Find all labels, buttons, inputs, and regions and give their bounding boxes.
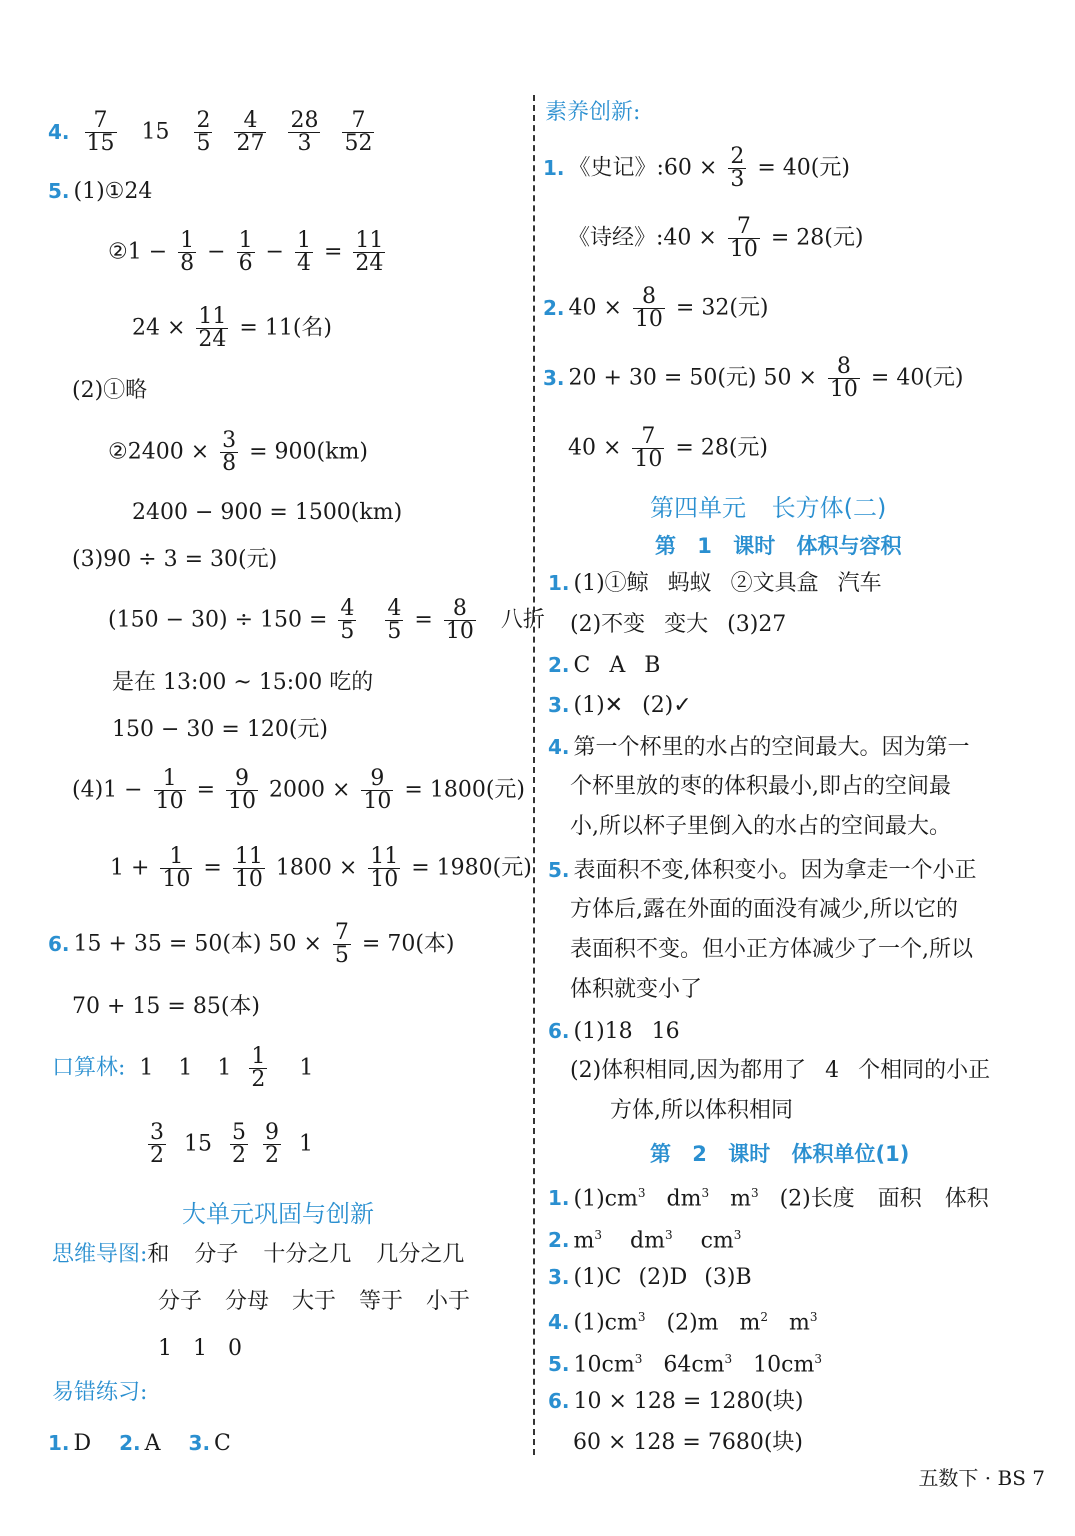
lesson1-line: 5. 表面积不变,体积变小。因为拿走一个小正 <box>548 858 977 883</box>
left-q5-p2b: ②2400 × $\frac{3}{8}$ = 900(km) <box>108 428 368 476</box>
right-s3b: 40 × $\frac{7}{10}$ = 28(元) <box>568 424 769 472</box>
l2-q3: 3. (1)C (2)D (3)B <box>548 1265 752 1290</box>
left-q5-p4b: 1 + $\frac{1}{10}$ = $\frac{11}{10}$ 1800 × $\frac{11}{10}$ = 1980(元) <box>110 844 532 892</box>
yicuo-answers: 1. D 2. A 3. C <box>48 1431 231 1456</box>
column-divider <box>533 95 535 1455</box>
right-s3a: 3. 20 + 30 = 50(元) 50 × $\frac{8}{10}$ = 40(元) <box>543 354 964 402</box>
left-q5-p1a: 5. (1)①24 <box>48 179 153 204</box>
lesson2-title: 第 2 课时 体积单位(1) <box>650 1142 910 1166</box>
lesson1-line: 小,所以杯子里倒入的水占的空间最大。 <box>570 814 951 839</box>
mindmap-row2: 分子 分母 大于 等于 小于 <box>158 1289 470 1314</box>
left-q5-p3d: 150 − 30 = 120(元) <box>112 717 328 742</box>
left-q5-p4a: (4)1 − $\frac{1}{10}$ = $\frac{9}{10}$ 2000 × $\frac{9}{10}$ = 1800(元) <box>72 766 525 814</box>
l2-q6: 6. 10 × 128 = 1280(块) <box>548 1389 804 1414</box>
kousuan-row1: 口算林: 1 1 1 $\frac{1}{2}$ 1 <box>52 1044 314 1092</box>
left-q5-p2c: 2400 − 900 = 1500(km) <box>132 500 403 525</box>
lesson1-line: 方体,所以体积相同 <box>610 1098 793 1123</box>
page-footer: 五数下 · BS 7 <box>918 1466 1045 1490</box>
unit4-title: 第四单元 长方体(二) <box>650 494 887 522</box>
lesson1-line: 1. (1)①鲸 蚂蚁 ②文具盒 汽车 <box>548 571 882 596</box>
left-q4: 4. $\frac{7}{15}$ 15 $\frac{2}{5}$ $\frac{4}{27}$ $\frac{28}{3}$ $\frac{7}{52}$ <box>48 108 373 156</box>
lesson1-line: 表面积不变。但小正方体减少了一个,所以 <box>570 937 973 962</box>
left-q5-p3b: (150 − 30) ÷ 150 = $\frac{4}{5}$ $\frac{4}{5}$ = $\frac{8}{10}$ 八折 <box>108 596 545 644</box>
lesson1-line: 方体后,露在外面的面没有减少,所以它的 <box>570 897 958 922</box>
lesson1-line: 个杯里放的枣的体积最小,即占的空间最 <box>570 774 951 799</box>
left-q5-p1b: ②1 − $\frac{1}{8}$ − $\frac{1}{6}$ − $\frac{1}{4}$ = $\frac{11}{24}$ <box>108 228 384 276</box>
mindmap-row1: 思维导图:和 分子 十分之几 几分之几 <box>52 1242 465 1267</box>
unit-title: 大单元巩固与创新 <box>182 1200 374 1228</box>
l2-q5: 5. $10cm^3$ $64cm^3$ $10cm^3$ <box>548 1352 822 1378</box>
right-s1b: 《诗经》:40 × $\frac{7}{10}$ = 28(元) <box>568 214 864 262</box>
lesson1-line: 4. 第一个杯里的水占的空间最大。因为第一 <box>548 735 970 760</box>
l2-q4: 4. $(1)cm^3$ (2)m $m^2$ $m^3$ <box>548 1310 818 1336</box>
kousuan-row2: $\frac{3}{2}$ 15 $\frac{5}{2}$ $\frac{9}{2}$ 1 <box>150 1120 313 1168</box>
lesson1-line: 3. (1)✕ (2)✓ <box>548 693 692 718</box>
left-q5-p1c: 24 × $\frac{11}{24}$ = 11(名) <box>132 304 333 352</box>
left-q5-p2a: (2)①略 <box>72 378 148 403</box>
yicuo-label: 易错练习: <box>52 1380 148 1405</box>
lesson1-title: 第 1 课时 体积与容积 <box>655 534 902 558</box>
l2-q2: 2. $m^3$ $dm^3$ $cm^3$ <box>548 1228 742 1254</box>
l2-q1: 1. $(1)cm^3$ $dm^3$ $m^3$ (2)长度 面积 体积 <box>548 1186 989 1212</box>
lesson1-line: 6. (1)18 16 <box>548 1019 680 1044</box>
suyang-label: 素养创新: <box>545 100 641 125</box>
left-q5-p3a: (3)90 ÷ 3 = 30(元) <box>72 547 278 572</box>
left-q6a: 6. 15 + 35 = 50(本) 50 × $\frac{7}{5}$ = 70(本) <box>48 920 455 968</box>
right-s1a: 1. 《史记》:60 × $\frac{2}{3}$ = 40(元) <box>543 144 850 192</box>
lesson1-line: 2. C A B <box>548 653 661 678</box>
mindmap-row3: 1 1 0 <box>158 1336 242 1361</box>
right-s2: 2. 40 × $\frac{8}{10}$ = 32(元) <box>543 284 769 332</box>
lesson1-line: (2)体积相同,因为都用了 4 个相同的小正 <box>570 1058 991 1083</box>
left-q6b: 70 + 15 = 85(本) <box>72 994 260 1019</box>
lesson1-line: 体积就变小了 <box>570 977 703 1002</box>
l2-q6b: 60 × 128 = 7680(块) <box>573 1430 803 1455</box>
left-q5-p3c: 是在 13:00 ~ 15:00 吃的 <box>112 670 374 695</box>
lesson1-line: (2)不变 变大 (3)27 <box>570 612 787 637</box>
